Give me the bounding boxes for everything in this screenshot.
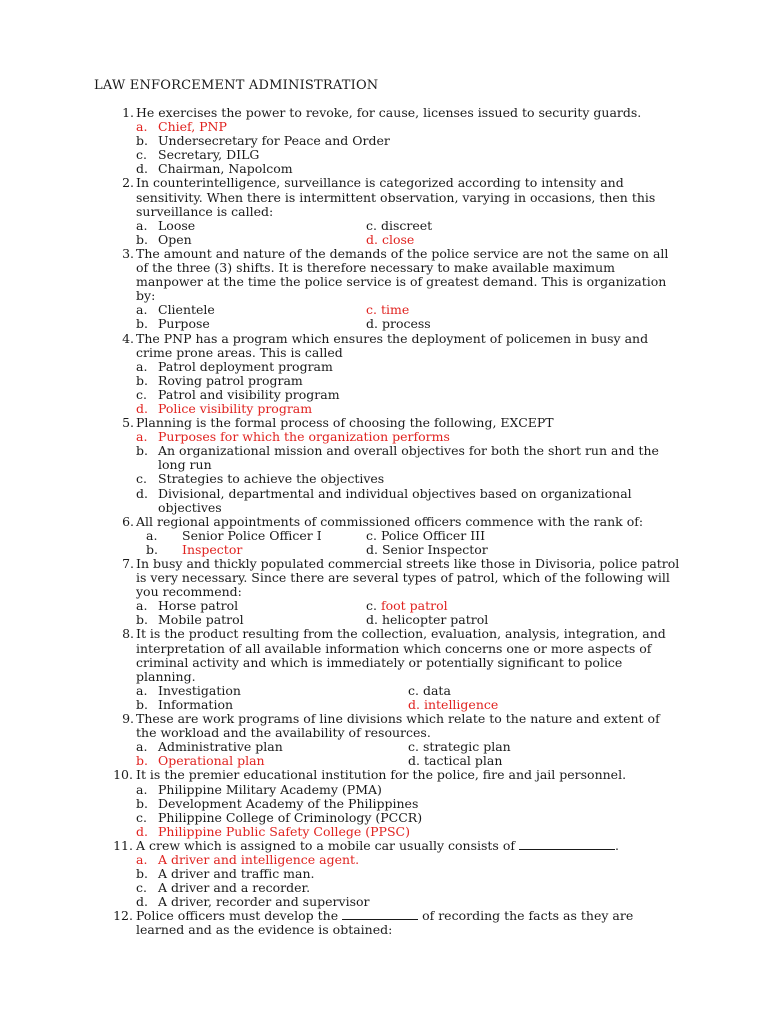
option-item: b. A driver and traffic man.: [136, 866, 315, 882]
option-item: a. Purposes for which the organization performs: [136, 429, 450, 445]
question-12: [112, 909, 682, 937]
question-number: 10.: [113, 767, 133, 783]
question-number: 11.: [113, 837, 133, 853]
question-number: 3.: [122, 245, 134, 261]
option-item: a. Horse patrol: [136, 598, 239, 614]
option-item: c. Patrol and visibility program: [136, 386, 340, 402]
question-text: It is the premier educational institution for the police, fire and jail personnel.: [136, 767, 627, 783]
option-item: d. helicopter patrol: [366, 612, 489, 628]
option-item: d. Senior Inspector: [366, 541, 488, 557]
option-item: c. data: [408, 682, 451, 698]
question-5: [112, 416, 682, 430]
option-row: [136, 698, 682, 712]
question-number: 4.: [122, 330, 134, 346]
option-row: [136, 303, 682, 317]
option-item: c. foot patrol: [366, 598, 448, 614]
option-item: c. A driver and a recorder.: [136, 880, 311, 896]
question-8: [112, 627, 682, 683]
option-item: a. Philippine Military Academy (PMA): [136, 781, 382, 797]
option-row: [136, 543, 682, 557]
option-item: b. Undersecretary for Peace and Order: [136, 133, 390, 149]
question-text: These are work programs of line divisions which relate to the nature and extent of the workload and the availability of resources.: [136, 711, 660, 741]
option-item: b. Information: [136, 696, 234, 712]
option-item: d. Chairman, Napolcom: [136, 161, 293, 177]
option-row: [136, 529, 682, 543]
question-number: 2.: [122, 175, 134, 191]
option-item: b. Development Academy of the Philippines: [136, 795, 419, 811]
question-3: [112, 247, 682, 303]
option-item: c. time: [366, 302, 410, 318]
question-number: 8.: [122, 626, 134, 642]
option-row: [136, 219, 682, 233]
option-row: [136, 233, 682, 247]
question-text: He exercises the power to revoke, for cause, licenses issued to security guards.: [136, 105, 642, 120]
question-text: Police officers must develop the of recording the facts as they are learned and as the evidence is obtained:: [136, 908, 634, 938]
option-item: b. Roving patrol program: [136, 372, 303, 388]
option-item: b. Mobile patrol: [136, 612, 244, 628]
question-text: A crew which is assigned to a mobile car usually consists of .: [136, 837, 619, 853]
option-item: d. intelligence: [408, 696, 499, 712]
option-item: c. Philippine College of Criminology (PCCR): [136, 809, 423, 825]
question-text: Planning is the formal process of choosing the following, EXCEPT: [136, 415, 554, 431]
option-item: b. Operational plan: [136, 753, 265, 769]
question-number: 6.: [122, 513, 134, 529]
question-2: [112, 176, 682, 218]
question-7: [112, 557, 682, 599]
question-text: The PNP has a program which ensures the deployment of policemen in busy and crime prone areas. This is called: [136, 330, 649, 360]
option-item: d. A driver, recorder and supervisor: [136, 894, 370, 910]
option-row: [136, 740, 682, 754]
question-text: In counterintelligence, surveillance is categorized according to intensity and sensitivity. When there is intermittent observation, varying in occasions, then this surveillance is called:: [136, 175, 656, 219]
question-number: 9.: [122, 711, 134, 727]
option-item: a. Investigation: [136, 682, 241, 698]
option-item: c. strategic plan: [408, 739, 511, 755]
option-item: c. Strategies to achieve the objectives: [136, 471, 385, 487]
option-item: b. Purpose: [136, 316, 210, 332]
question-9: [112, 712, 682, 740]
question-1: [112, 106, 682, 120]
option-item: b. Inspector: [146, 541, 243, 557]
option-item: d. tactical plan: [408, 753, 503, 769]
question-number: 5.: [122, 415, 134, 431]
question-text: In busy and thickly populated commercial streets like those in Divisoria, police patrol is very necessary. Since there are several types of patrol, which of the following will you recommend:: [136, 556, 680, 600]
question-number: 12.: [113, 908, 133, 924]
option-item: a. Patrol deployment program: [136, 358, 333, 374]
question-number: 1.: [122, 105, 134, 120]
answer-blank: [342, 909, 418, 920]
question-11: [112, 839, 682, 853]
answer-blank: [519, 839, 615, 850]
option-row: [136, 754, 682, 768]
question-6: [112, 515, 682, 529]
option-row: [136, 599, 682, 613]
option-item: d. process: [366, 316, 431, 332]
option-item: a. Chief, PNP: [136, 119, 227, 135]
document-title: LAW ENFORCEMENT ADMINISTRATION: [94, 78, 379, 93]
option-item: b. An organizational mission and overall objectives for both the short run and the long run: [136, 443, 659, 473]
question-10: [112, 768, 682, 782]
question-text: All regional appointments of commissioned officers commence with the rank of:: [136, 513, 644, 529]
option-item: a. A driver and intelligence agent.: [136, 851, 360, 867]
question-text: The amount and nature of the demands of the police service are not the same on all of the three (3) shifts. It is therefore necessary to make available maximum manpower at the time the police service is of greatest demand. This is organization by:: [136, 245, 669, 304]
option-row: [136, 613, 682, 627]
question-list: [112, 106, 682, 938]
option-row: [136, 317, 682, 331]
question-number: 7.: [122, 556, 134, 571]
option-item: d. Police visibility program: [136, 400, 313, 416]
option-item: a. Administrative plan: [136, 739, 283, 755]
option-item: d. Philippine Public Safety College (PPSC): [136, 823, 410, 839]
option-item: c. Secretary, DILG: [136, 147, 260, 163]
question-4: [112, 332, 682, 360]
option-item: a. Clientele: [136, 302, 215, 318]
option-item: d. close: [366, 231, 415, 247]
option-item: c. discreet: [366, 217, 433, 233]
option-item: d. Divisional, departmental and individual objectives based on organizational objectives: [136, 485, 632, 515]
option-item: a. Loose: [136, 217, 196, 233]
option-item: b. Open: [136, 231, 192, 247]
option-row: [136, 684, 682, 698]
option-item: c. Police Officer III: [366, 527, 486, 543]
question-text: It is the product resulting from the collection, evaluation, analysis, integration, and interpretation of all available information which concerns one or more aspects of criminal activity and which is immediately or potentially significant to police planning.: [136, 626, 666, 684]
option-item: a. Senior Police Officer I: [146, 527, 322, 543]
